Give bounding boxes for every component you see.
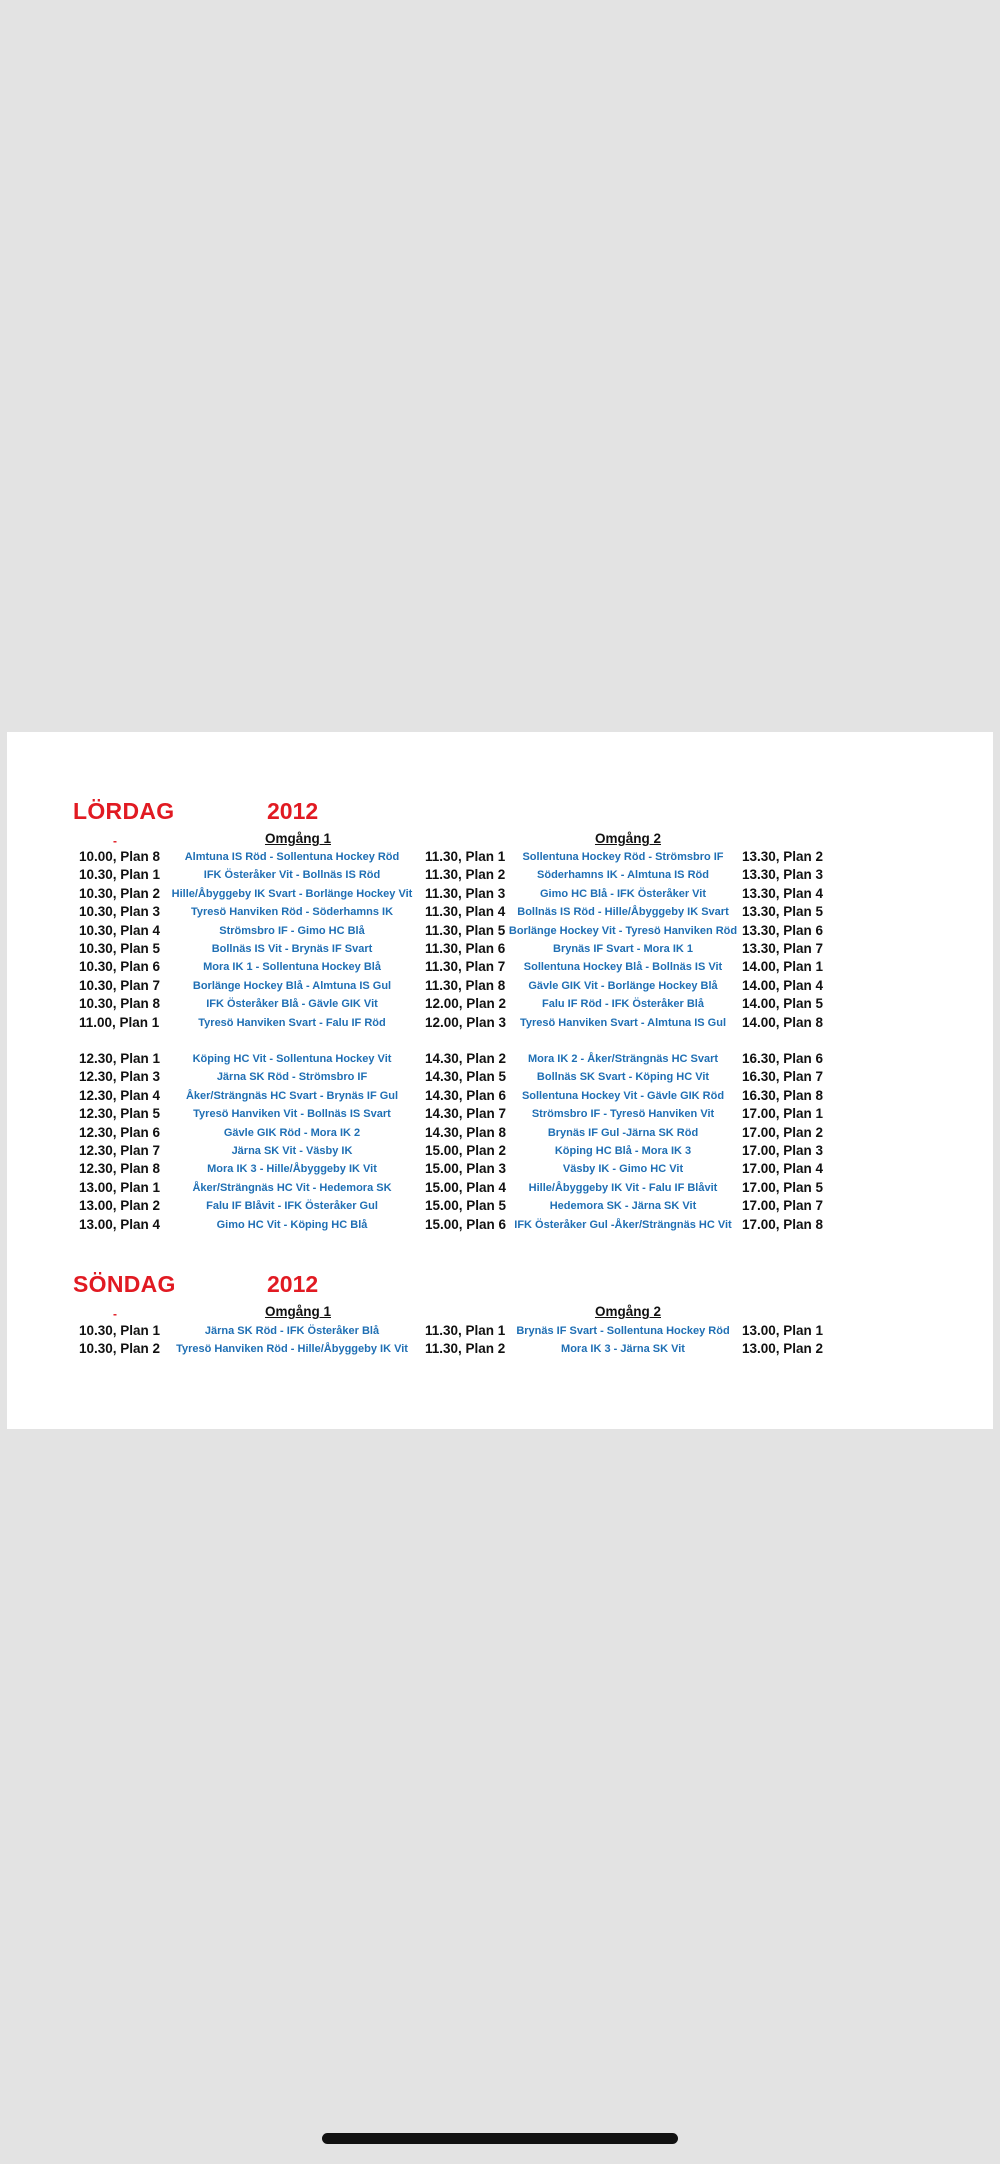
round1-time: 10.30, Plan 1 (79, 867, 161, 883)
round2-match: Tyresö Hanviken Svart - Almtuna IS Gul (520, 1016, 726, 1029)
round2-match: Köping HC Blå - Mora IK 3 (554, 1145, 692, 1157)
home-indicator[interactable] (322, 2133, 678, 2144)
round3-time: 13.30, Plan 2 (742, 849, 824, 864)
round1-match: Strömsbro IF - Gimo HC Blå (219, 924, 365, 937)
round3-time: 17.00, Plan 3 (742, 1143, 824, 1158)
round1-match: Tyresö Hanviken Röd - Söderhamns IK (190, 906, 394, 919)
round2-match: Bollnäs IS Röd - Hille/Åbyggeby IK Svart (517, 906, 729, 919)
round1-match: Tyresö Hanviken Vit - Bollnäs IS Svart (193, 1108, 391, 1121)
round2-time: 11.30, Plan 1 (425, 849, 506, 864)
round1-time: 10.30, Plan 5 (79, 941, 161, 956)
saturday-title: LÖRDAG (73, 798, 175, 824)
schedule-row (7, 1088, 993, 1106)
round1-match: Järna SK Vit - Väsby IK (231, 1145, 353, 1157)
schedule-row (7, 904, 993, 922)
round2-time: 15.00, Plan 4 (425, 1179, 507, 1195)
round1-time: 10.30, Plan 7 (79, 977, 161, 993)
round1-match: Tyresö Hanviken Svart - Falu IF Röd (198, 1016, 386, 1029)
schedule-row (7, 1015, 993, 1033)
round3-time: 13.00, Plan 1 (742, 1323, 824, 1338)
schedule-row (7, 1125, 993, 1143)
round1-match: IFK Österåker Vit - Bollnäs IS Röd (203, 869, 381, 882)
round2-match: Brynäs IF Svart - Sollentuna Hockey Röd (516, 1325, 730, 1337)
round3-time: 16.30, Plan 8 (742, 1087, 824, 1103)
round3-time: 16.30, Plan 6 (742, 1051, 824, 1066)
round2-match: Hille/Åbyggeby IK Vit - Falu IF Blåvit (528, 1181, 718, 1194)
round2-time: 14.30, Plan 8 (425, 1124, 507, 1140)
round2-time: 15.00, Plan 5 (425, 1198, 507, 1214)
round3-time: 13.30, Plan 6 (742, 922, 824, 938)
schedule-row (7, 996, 993, 1014)
round1-time: 10.30, Plan 8 (79, 996, 161, 1012)
round1-match: Mora IK 1 - Sollentuna Hockey Blå (203, 961, 381, 974)
round3-time: 13.00, Plan 2 (742, 1341, 824, 1357)
round2-match: Mora IK 2 - Åker/Strängnäs HC Svart (527, 1053, 719, 1065)
round3-time: 14.00, Plan 8 (742, 1014, 824, 1030)
schedule-document (7, 732, 993, 1429)
round1-match: Järna SK Röd - Strömsbro IF (216, 1071, 368, 1084)
schedule-row (7, 1341, 993, 1359)
round1-time: 12.30, Plan 5 (79, 1106, 161, 1122)
round2-time: 15.00, Plan 6 (425, 1216, 507, 1232)
round1-match: Köping HC Vit - Sollentuna Hockey Vit (192, 1053, 392, 1065)
round1-time: 12.30, Plan 7 (79, 1143, 161, 1158)
round2-time: 14.30, Plan 7 (425, 1106, 507, 1122)
schedule-row (7, 1051, 993, 1069)
sunday-round2-heading: Omgång 2 (594, 1304, 661, 1319)
round1-time: 10.30, Plan 4 (79, 922, 161, 938)
round1-match: Almtuna IS Röd - Sollentuna Hockey Röd (184, 851, 400, 863)
round2-time: 14.30, Plan 5 (425, 1069, 507, 1085)
round1-time: 10.30, Plan 2 (79, 1341, 161, 1357)
schedule-row (7, 1217, 993, 1235)
round3-time: 17.00, Plan 8 (742, 1216, 824, 1232)
round3-time: 14.00, Plan 1 (742, 959, 824, 975)
round2-match: IFK Österåker Gul -Åker/Strängnäs HC Vit (514, 1218, 732, 1231)
sunday-round1-heading: Omgång 1 (264, 1304, 331, 1319)
round2-time: 15.00, Plan 3 (425, 1161, 507, 1177)
round3-time: 13.30, Plan 4 (742, 885, 824, 901)
round2-match: Sollentuna Hockey Vit - Gävle GIK Röd (521, 1089, 725, 1102)
round2-time: 15.00, Plan 2 (425, 1143, 507, 1158)
round2-match: Sollentuna Hockey Röd - Strömsbro IF (522, 851, 724, 863)
round2-match: Gimo HC Blå - IFK Österåker Vit (539, 887, 707, 900)
round2-match: Strömsbro IF - Tyresö Hanviken Vit (531, 1108, 715, 1121)
schedule-row (7, 1323, 993, 1341)
round2-time: 14.30, Plan 2 (425, 1051, 507, 1066)
round1-match: Tyresö Hanviken Röd - Hille/Åbyggeby IK Vit (176, 1343, 408, 1356)
round1-match: Hille/Åbyggeby IK Svart - Borlänge Hockey Vit (171, 887, 413, 900)
round1-time: 10.30, Plan 3 (79, 904, 161, 920)
round2-time: 11.30, Plan 1 (425, 1323, 506, 1338)
schedule-row (7, 1106, 993, 1124)
round1-match: Bollnäs IS Vit - Brynäs IF Svart (211, 943, 373, 955)
saturday-year: 2012 (267, 798, 319, 824)
round1-time: 12.30, Plan 1 (79, 1051, 161, 1066)
round2-match: Gävle GIK Vit - Borlänge Hockey Blå (528, 979, 718, 992)
schedule-row (7, 867, 993, 885)
sunday-year: 2012 (267, 1271, 319, 1297)
round2-match: Mora IK 3 - Järna SK Vit (561, 1343, 685, 1356)
saturday-dash: - (113, 834, 117, 848)
round2-match: Brynäs IF Svart - Mora IK 1 (553, 943, 693, 955)
round2-match: Väsby IK - Gimo HC Vit (562, 1163, 684, 1176)
round2-time: 11.30, Plan 7 (425, 959, 506, 975)
schedule-row (7, 1198, 993, 1216)
round2-time: 11.30, Plan 6 (425, 941, 506, 956)
schedule-row (7, 923, 993, 941)
round2-time: 11.30, Plan 3 (425, 885, 506, 901)
round2-match: Hedemora SK - Järna SK Vit (549, 1200, 697, 1213)
saturday-round2-heading: Omgång 2 (594, 831, 661, 846)
round1-time: 10.30, Plan 2 (79, 885, 161, 901)
saturday-round1-heading: Omgång 1 (264, 831, 331, 846)
round1-time: 13.00, Plan 4 (79, 1216, 161, 1232)
round2-time: 11.30, Plan 8 (425, 977, 506, 993)
round2-match: Sollentuna Hockey Blå - Bollnäs IS Vit (523, 961, 723, 974)
round1-time: 10.00, Plan 8 (79, 849, 161, 864)
round3-time: 16.30, Plan 7 (742, 1069, 824, 1085)
round1-match: Åker/Strängnäs HC Vit - Hedemora SK (192, 1181, 392, 1194)
round1-time: 13.00, Plan 1 (79, 1179, 161, 1195)
round1-time: 12.30, Plan 8 (79, 1161, 161, 1177)
round1-time: 12.30, Plan 4 (79, 1087, 161, 1103)
round1-time: 11.00, Plan 1 (79, 1014, 160, 1030)
schedule-row (7, 941, 993, 959)
round2-match: Falu IF Röd - IFK Österåker Blå (542, 998, 704, 1011)
round1-match: IFK Österåker Blå - Gävle GIK Vit (206, 998, 378, 1011)
sunday-title: SÖNDAG (73, 1271, 176, 1297)
round3-time: 13.30, Plan 3 (742, 867, 824, 883)
round1-time: 12.30, Plan 6 (79, 1124, 161, 1140)
schedule-row (7, 1180, 993, 1198)
round1-match: Mora IK 3 - Hille/Åbyggeby IK Vit (207, 1163, 377, 1176)
round1-time: 12.30, Plan 3 (79, 1069, 161, 1085)
round3-time: 14.00, Plan 4 (742, 977, 824, 993)
round2-time: 11.30, Plan 2 (425, 867, 506, 883)
round2-time: 11.30, Plan 4 (425, 904, 506, 920)
round2-match: Söderhamns IK - Almtuna IS Röd (537, 869, 709, 882)
round1-match: Gävle GIK Röd - Mora IK 2 (223, 1126, 361, 1139)
round3-time: 17.00, Plan 4 (742, 1161, 824, 1177)
round3-time: 17.00, Plan 2 (742, 1124, 824, 1140)
round2-time: 12.00, Plan 3 (425, 1014, 507, 1030)
round3-time: 13.30, Plan 7 (742, 941, 824, 956)
schedule-row (7, 1069, 993, 1087)
round1-time: 13.00, Plan 2 (79, 1198, 161, 1214)
sunday-dash: - (113, 1307, 117, 1321)
schedule-row (7, 1161, 993, 1179)
round3-time: 17.00, Plan 1 (742, 1106, 824, 1122)
round1-match: Åker/Strängnäs HC Svart - Brynäs IF Gul (185, 1089, 399, 1102)
round3-time: 17.00, Plan 5 (742, 1179, 824, 1195)
round2-time: 14.30, Plan 6 (425, 1087, 507, 1103)
round1-match: Falu IF Blåvit - IFK Österåker Gul (206, 1200, 378, 1213)
round3-time: 13.30, Plan 5 (742, 904, 824, 920)
schedule-row (7, 959, 993, 977)
round3-time: 17.00, Plan 7 (742, 1198, 824, 1214)
round1-time: 10.30, Plan 6 (79, 959, 161, 975)
schedule-row (7, 978, 993, 996)
schedule-row (7, 1143, 993, 1161)
round2-time: 12.00, Plan 2 (425, 996, 507, 1012)
round2-time: 11.30, Plan 5 (425, 922, 506, 938)
schedule-row (7, 886, 993, 904)
round1-match: Järna SK Röd - IFK Österåker Blå (204, 1325, 380, 1337)
schedule-row (7, 849, 993, 867)
round1-time: 10.30, Plan 1 (79, 1323, 161, 1338)
round1-match: Gimo HC Vit - Köping HC Blå (216, 1218, 368, 1231)
round2-match: Brynäs IF Gul -Järna SK Röd (547, 1126, 699, 1139)
round2-match: Borlänge Hockey Vit - Tyresö Hanviken Röd (508, 924, 738, 937)
round3-time: 14.00, Plan 5 (742, 996, 824, 1012)
round2-match: Bollnäs SK Svart - Köping HC Vit (536, 1071, 710, 1084)
round1-match: Borlänge Hockey Blå - Almtuna IS Gul (192, 979, 392, 992)
round2-time: 11.30, Plan 2 (425, 1341, 506, 1357)
